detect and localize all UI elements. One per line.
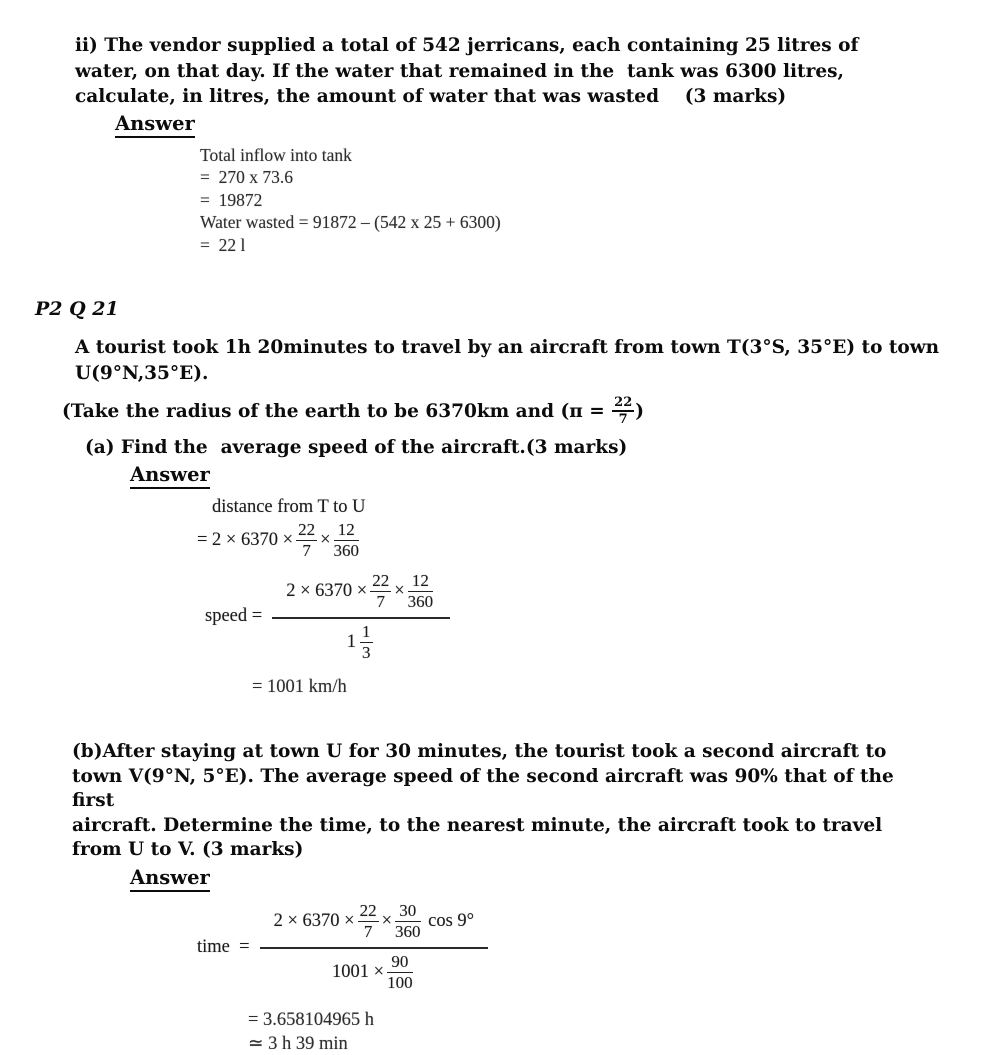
question-ii-line-3: calculate, in litres, the amount of water that was wasted (3 marks) [75, 86, 787, 107]
fraction-numerator: 12 [408, 572, 434, 592]
speed-fraction-denominator [272, 619, 450, 662]
fraction-12-360 [408, 572, 434, 611]
answer-heading-b [130, 867, 984, 892]
fraction-30-360 [395, 902, 421, 941]
time-result-hours: = 3.658104965 h [248, 1009, 375, 1030]
times-sign: × [381, 911, 393, 932]
fraction-12-360 [334, 521, 360, 560]
working-ii-line-4: Water wasted = 91872 – (542 x 25 + 6300) [200, 212, 501, 233]
question-ii-section [0, 33, 984, 256]
time-label: time = [197, 936, 250, 957]
question-ii-line-2: water, on that day. If the water that remained in the tank was 6300 litres, [75, 60, 844, 82]
q21-intro-line-2: U(9°N,35°E). [75, 362, 209, 384]
answer-heading-a [130, 464, 984, 489]
fraction-numerator: 22 [359, 901, 377, 921]
fraction-1-3 [360, 623, 373, 662]
fraction-denominator: 360 [395, 922, 421, 942]
speed-label: speed = [205, 606, 263, 627]
speed-result: = 1001 km/h [252, 677, 347, 698]
pi-fraction-numerator: 22 [612, 396, 634, 413]
time-fraction-denominator [260, 949, 489, 992]
working-ii [200, 144, 984, 257]
working-ii-line-2: = 270 x 73.6 [200, 167, 293, 188]
fraction-denominator: 3 [362, 642, 371, 662]
time-num-prefix: 2 × 6370 × [273, 911, 355, 932]
working-ii-line-5: = 22 l [200, 234, 246, 255]
part-b-line-3: first [72, 790, 115, 812]
fraction-22-7 [296, 521, 317, 560]
speed-num-prefix: 2 × 6370 × [286, 580, 368, 601]
fraction-22-7 [358, 902, 379, 941]
pi-fraction [612, 396, 634, 427]
fraction-denominator: 7 [376, 591, 385, 611]
fraction-90-100 [387, 953, 413, 992]
speed-big-fraction [272, 572, 450, 661]
fraction-numerator: 1 [362, 621, 371, 641]
cosine-term: cos 9° [423, 911, 475, 932]
part-b-line-5: from U to V. (3 marks) [72, 839, 304, 861]
distance-label: distance from T to U [212, 497, 366, 518]
part-b-line-2: town V(9°N, 5°E). The average speed of the second aircraft was 90% that of the [72, 765, 894, 787]
time-den-prefix: 1001 × [332, 961, 385, 982]
radius-line-prefix: (Take the radius of the earth to be 6370km and (π = [62, 400, 612, 422]
fraction-denominator: 360 [407, 591, 434, 611]
answer-label-a: Answer [130, 464, 210, 489]
speed-equation [205, 572, 984, 661]
answer-heading-ii [115, 113, 984, 138]
fraction-numerator: 90 [387, 953, 413, 973]
time-fraction-numerator [260, 902, 489, 949]
fraction-denominator: 360 [333, 541, 359, 561]
fraction-denominator: 7 [302, 541, 311, 561]
time-result-minutes: ≃ 3 h 39 min [248, 1033, 348, 1054]
q21-intro [75, 335, 984, 386]
answer-label-ii: Answer [115, 113, 195, 138]
question-ii-line-1: ii) The vendor supplied a total of 542 jerricans, each containing 25 litres of [75, 35, 859, 56]
fraction-denominator: 7 [363, 922, 373, 942]
working-ii-line-3: = 19872 [200, 189, 263, 210]
fraction-numerator: 12 [334, 521, 360, 541]
q21-intro-line-1: A tourist took 1h 20minutes to travel by an aircraft from town T(3°S, 35°E) to town [75, 337, 940, 359]
fraction-22-7 [370, 572, 391, 611]
mixed-number-whole: 1 [346, 631, 357, 652]
time-big-fraction [260, 902, 489, 991]
answer-label-b: Answer [130, 867, 210, 892]
part-b-line-4: aircraft. Determine the time, to the nearest minute, the aircraft took to travel [72, 814, 883, 836]
fraction-numerator: 30 [395, 902, 421, 922]
fraction-numerator: 22 [298, 520, 316, 540]
times-sign: × [320, 530, 331, 551]
q21-heading: P2 Q 21 [35, 298, 119, 321]
radius-assumption-line [62, 392, 984, 430]
speed-fraction-numerator [272, 572, 450, 619]
part-b-line-1: (b)After staying at town U for 30 minutes, the tourist took a second aircraft to [72, 741, 887, 763]
pi-fraction-denominator: 7 [618, 412, 628, 428]
distance-equation [197, 521, 984, 560]
times-sign: × [394, 580, 405, 601]
fraction-numerator: 22 [372, 571, 390, 591]
working-ii-line-1: Total inflow into tank [200, 144, 352, 165]
q21-section [0, 298, 984, 1054]
part-b-prompt [72, 740, 984, 863]
time-equation [197, 902, 984, 991]
fraction-denominator: 100 [387, 972, 413, 992]
part-a-prompt: (a) Find the average speed of the aircraft.(3 marks) [85, 437, 628, 459]
question-ii-text [75, 33, 984, 110]
distance-eq-prefix: = 2 × 6370 × [197, 530, 294, 551]
radius-line-suffix: ) [635, 400, 645, 422]
